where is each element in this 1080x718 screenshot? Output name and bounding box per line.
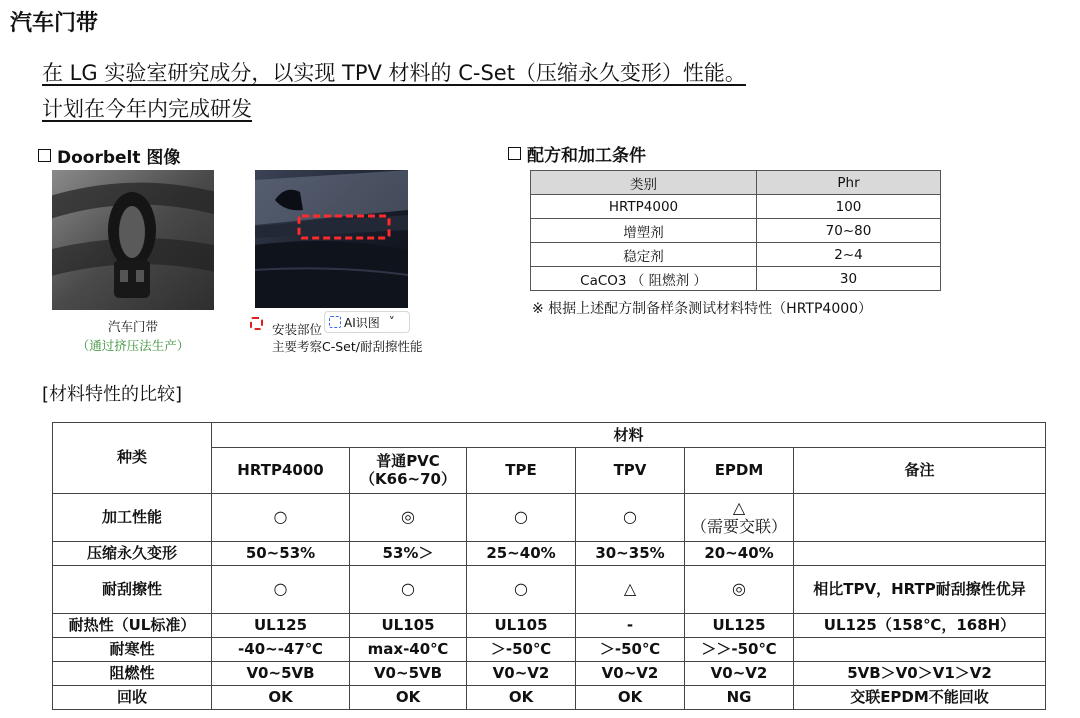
table-cell: ○ — [212, 566, 350, 614]
table-row — [53, 566, 1046, 614]
table-cell: ◎ — [685, 566, 794, 614]
column-header: 备注 — [794, 448, 1046, 494]
car-door-photo[interactable] — [255, 170, 408, 308]
table-row — [531, 219, 941, 243]
table-cell: ○ — [576, 494, 685, 542]
column-header: TPV — [576, 448, 685, 494]
table-cell: UL125（158℃，168H） — [794, 614, 1046, 638]
checkbox-square-icon — [38, 149, 51, 162]
table-cell: NG — [685, 686, 794, 710]
table-row — [53, 542, 1046, 566]
photo2-subcaption: 主要考察C-Set/耐刮擦性能 — [272, 339, 423, 354]
table-row — [531, 195, 941, 219]
table-cell: UL105 — [467, 614, 576, 638]
table-cell: ○ — [467, 494, 576, 542]
formula-note: ※ 根据上述配方制备样条测试材料特性（HRTP4000） — [532, 301, 873, 317]
table-cell: OK — [350, 686, 467, 710]
row-label: 耐刮擦性 — [53, 566, 212, 614]
summary-line-2: 计划在今年内完成研发 — [42, 97, 252, 121]
formula-header-row — [531, 171, 941, 195]
table-cell: OK — [467, 686, 576, 710]
row-label: 耐寒性 — [53, 638, 212, 662]
table-cell: OK — [212, 686, 350, 710]
table-cell: UL105 — [350, 614, 467, 638]
table-cell: ◎ — [350, 494, 467, 542]
ai-scan-icon — [329, 316, 341, 328]
table-cell: 相比TPV，HRTP耐刮擦性优异 — [794, 566, 1046, 614]
formula-cell: 稳定剂 — [531, 243, 757, 267]
table-cell: ＞-50℃ — [467, 638, 576, 662]
material-header: 材料 — [212, 423, 1046, 448]
table-cell — [794, 638, 1046, 662]
table-cell: max-40℃ — [350, 638, 467, 662]
table-cell — [794, 494, 1046, 542]
chevron-down-icon: ˅ — [388, 315, 395, 329]
column-header: 普通PVC （K66~70） — [350, 448, 467, 494]
table-cell — [794, 542, 1046, 566]
table-cell: ○ — [467, 566, 576, 614]
table-cell: 25~40% — [467, 542, 576, 566]
row-label: 耐热性（UL标准） — [53, 614, 212, 638]
comparison-body — [53, 494, 1046, 710]
formula-cell: 100 — [757, 195, 941, 219]
checkbox-square-icon — [508, 147, 521, 160]
table-row — [53, 614, 1046, 638]
column-header: HRTP4000 — [212, 448, 350, 494]
summary-line-1: 在 LG 实验室研究成分，以实现 TPV 材料的 C-Set（压缩永久变形）性能。 — [42, 61, 746, 85]
table-cell: OK — [576, 686, 685, 710]
column-header: EPDM — [685, 448, 794, 494]
table-cell: V0~V2 — [467, 662, 576, 686]
comparison-header-row-1 — [53, 423, 1046, 448]
formula-cell: 2~4 — [757, 243, 941, 267]
table-row — [531, 243, 941, 267]
table-cell: 20~40% — [685, 542, 794, 566]
row-label: 压缩永久变形 — [53, 542, 212, 566]
mark-icon — [250, 317, 263, 330]
table-cell: △ （需要交联） — [685, 494, 794, 542]
table-cell: ＞＞-50℃ — [685, 638, 794, 662]
table-cell: V0~5VB — [212, 662, 350, 686]
table-cell: 5VB＞V0＞V1＞V2 — [794, 662, 1046, 686]
table-row — [53, 638, 1046, 662]
photo2-caption: 安装部位 — [272, 322, 323, 337]
formula-cell: HRTP4000 — [531, 195, 757, 219]
photo1-subcaption: （通过挤压法生产） — [76, 338, 190, 353]
images-heading: Doorbelt 图像 — [38, 143, 180, 168]
table-cell: - — [576, 614, 685, 638]
ai-recognize-button[interactable] — [324, 311, 410, 333]
column-header: TPE — [467, 448, 576, 494]
formula-cell: 30 — [757, 267, 941, 291]
table-cell: 53%＞ — [350, 542, 467, 566]
table-cell: ＞-50℃ — [576, 638, 685, 662]
kind-header: 种类 — [53, 423, 212, 494]
row-label: 加工性能 — [53, 494, 212, 542]
table-cell: V0~V2 — [685, 662, 794, 686]
table-cell: V0~V2 — [576, 662, 685, 686]
table-cell: 30~35% — [576, 542, 685, 566]
table-row — [53, 494, 1046, 542]
table-cell: ○ — [350, 566, 467, 614]
ai-recognize-label: AI识图 — [344, 315, 380, 330]
page-title: 汽车门带 — [10, 11, 99, 36]
table-cell: V0~5VB — [350, 662, 467, 686]
formula-cell: 70~80 — [757, 219, 941, 243]
table-cell: 50~53% — [212, 542, 350, 566]
table-row — [531, 267, 941, 291]
table-cell: -40~-47℃ — [212, 638, 350, 662]
table-cell: ○ — [212, 494, 350, 542]
formula-table — [530, 170, 941, 291]
row-label: 阻燃性 — [53, 662, 212, 686]
formula-heading: 配方和加工条件 — [508, 141, 646, 166]
comparison-title: [材料特性的比较] — [42, 384, 183, 405]
formula-header-phr: Phr — [757, 171, 941, 195]
table-cell: △ — [576, 566, 685, 614]
formula-cell: 增塑剂 — [531, 219, 757, 243]
door-belt-photo — [52, 170, 214, 310]
table-row — [53, 686, 1046, 710]
row-label: 回收 — [53, 686, 212, 710]
table-cell: UL125 — [685, 614, 794, 638]
formula-header-category: 类别 — [531, 171, 757, 195]
table-cell: UL125 — [212, 614, 350, 638]
photo1-caption: 汽车门带 — [107, 319, 158, 334]
formula-cell: CaCO3 （ 阻燃剂 ） — [531, 267, 757, 291]
table-cell: 交联EPDM不能回收 — [794, 686, 1046, 710]
comparison-table — [52, 422, 1046, 710]
table-row — [53, 662, 1046, 686]
